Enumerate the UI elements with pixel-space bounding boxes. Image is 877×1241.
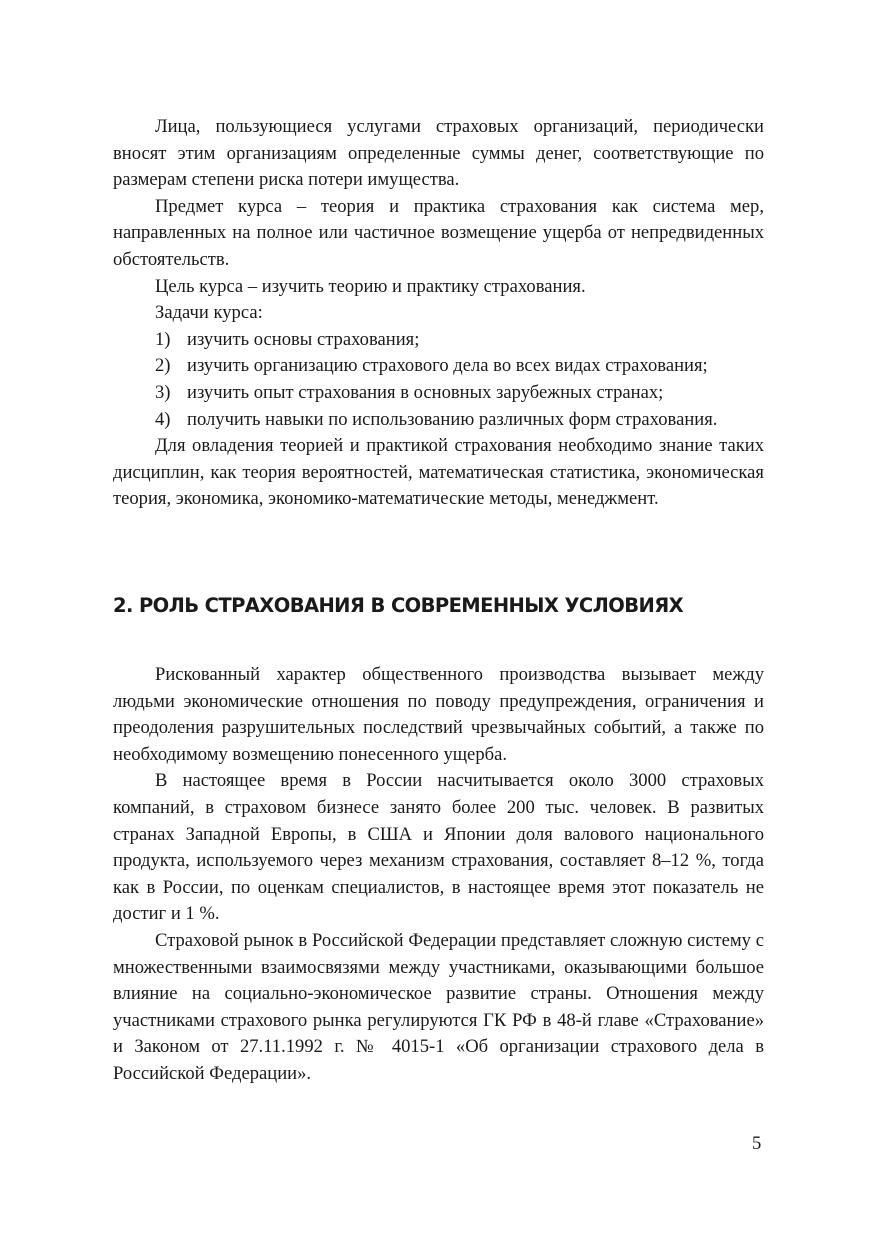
list-item xyxy=(113,353,764,380)
section-title: 2. РОЛЬ СТРАХОВАНИЯ В СОВРЕМЕННЫХ УСЛОВИЯХ xyxy=(113,594,684,617)
section-paragraph-1: Рискованный характер общественного производства вызывает между людьми экономические отношения по поводу предупреждения, ограничения и преодоления разрушительных последствий чрезвычайных событий, а также по необходимому возмещению понесенного ущерба. xyxy=(113,664,764,765)
section-body xyxy=(113,662,764,1088)
list-item xyxy=(113,380,764,407)
section-paragraph-2: В настоящее время в России насчитывается около 3000 страховых компаний, в страховом бизнесе занято более 200 тыс. человек. В развитых странах Западной Европы, в США и Японии доля валового национального продукта, используемого через механизм страхования, составляет 8–12 %, тогда как в России, по оценкам специалистов, в настоящее время этот показатель не достиг и 1 %. xyxy=(113,770,764,925)
list-item-number: 3) xyxy=(155,381,171,403)
list-item xyxy=(113,407,764,434)
intro-block xyxy=(113,114,764,513)
list-item-number: 4) xyxy=(155,408,171,430)
list-item-number: 1) xyxy=(155,328,171,350)
list-item-text: изучить организацию страхового дела во всех видах страхования; xyxy=(187,355,708,377)
intro-paragraph-2: Предмет курса – теория и практика страхования как система мер, направленных на полное или частичное возмещение ущерба от непредвиденных обстоятельств. xyxy=(113,195,764,270)
tasks-heading: Задачи курса: xyxy=(155,302,263,324)
intro-closing-paragraph: Для овладения теорией и практикой страхования необходимо знание таких дисциплин, как теория вероятностей, математическая статистика, экономическая теория, экономика, экономико-математические методы, менеджмент. xyxy=(113,435,764,510)
list-item-number: 2) xyxy=(155,355,171,377)
intro-paragraph-1: Лица, пользующиеся услугами страховых организаций, периодически вносят этим организациям определенные суммы денег, соответствующие по размерам степени риска потери имущества. xyxy=(113,116,764,191)
list-item-text: изучить опыт страхования в основных зарубежных странах; xyxy=(187,381,664,403)
course-goal: Цель курса – изучить теорию и практику страхования. xyxy=(155,275,586,297)
page-body xyxy=(113,114,764,1084)
list-item-text: получить навыки по использованию различных форм страхования. xyxy=(187,408,718,430)
section-paragraph-3: Страховой рынок в Российской Федерации представляет сложную систему с множественными взаимосвязями между участниками, оказывающими большое влияние на социально-экономическое развитие страны. Отношения между участниками страхового рынка регулируются ГК РФ в 48-й главе «Страхование» и Законом от 27.11.1992 г. № 4015-1 «Об организации страхового дела в Российской Федерации». xyxy=(113,929,764,1084)
list-item-text: изучить основы страхования; xyxy=(187,328,420,350)
list-item xyxy=(113,327,764,354)
page-number: 5 xyxy=(752,1133,762,1154)
